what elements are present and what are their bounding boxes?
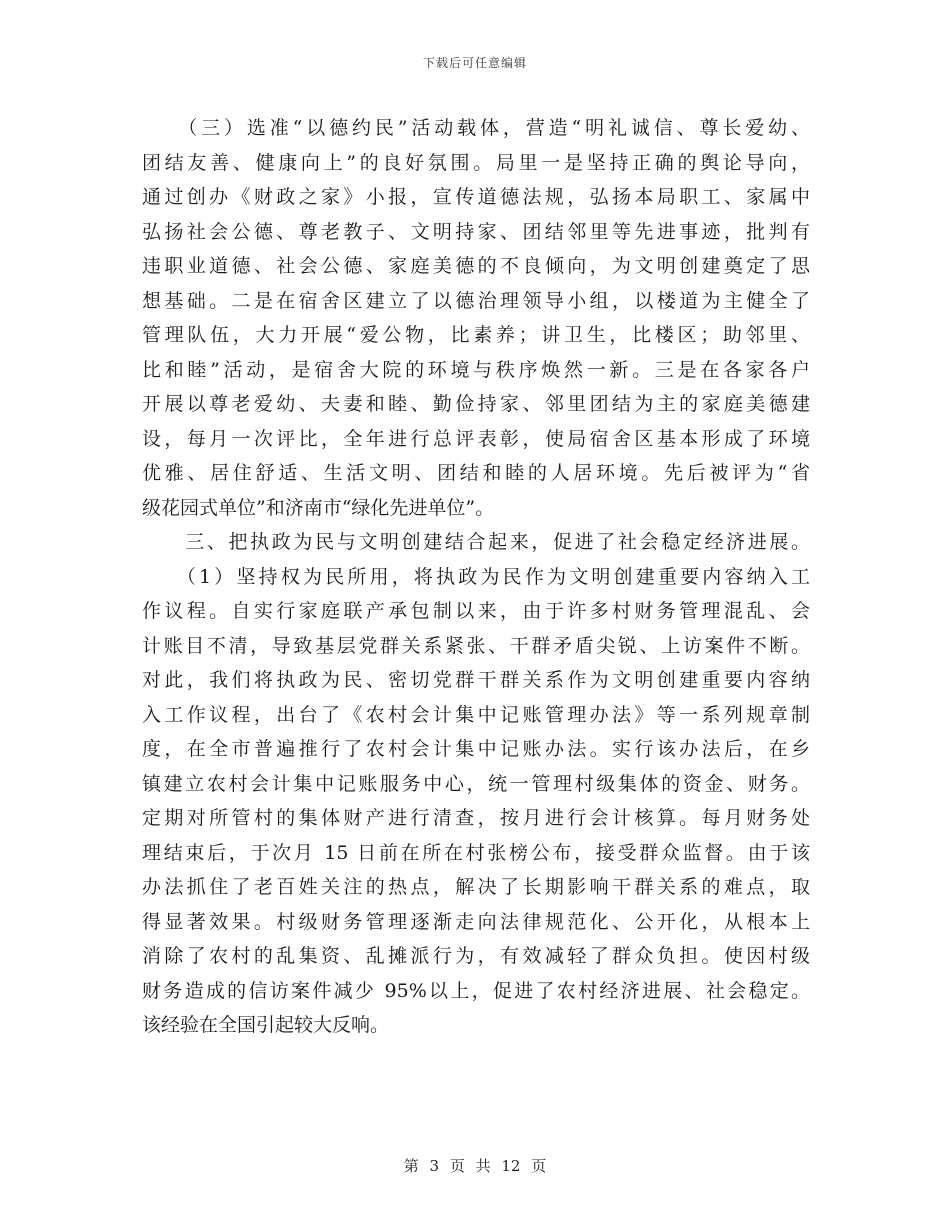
text-line: 团结友善、健康向上”的良好氛围。局里一是坚持正确的舆论导向， bbox=[142, 151, 810, 174]
text-line: 比和睦”活动，是宿舍大院的环境与秩序焕然一新。三是在各家各户 bbox=[142, 358, 810, 381]
text-line: 作议程。自实行家庭联产承包制以来，由于许多村财务管理混乱、会 bbox=[142, 600, 810, 622]
text-line: 计账目不清，导致基层党群关系紧张、干群矛盾尖锐、上访案件不断。 bbox=[142, 634, 810, 657]
text-line: 通过创办《财政之家》小报，宣传道德法规，弘扬本局职工、家属中 bbox=[142, 186, 810, 208]
text-line: 镇建立农村会计集中记账服务中心，统一管理村级集体的资金、财务。 bbox=[142, 772, 810, 795]
body-text bbox=[142, 111, 810, 1043]
text-line: 违职业道德、社会公德、家庭美德的不良倾向，为文明创建奠定了思 bbox=[142, 255, 810, 277]
text-line: 财务造成的信访案件减少 95%以上，促进了农村经济进展、社会稳定。 bbox=[142, 979, 810, 1002]
text-line: 该经验在全国引起较大反响。 bbox=[142, 1014, 390, 1036]
text-line: 办法抓住了老百姓关注的热点，解决了长期影响干群关系的难点，取 bbox=[142, 876, 810, 898]
text-line: 想基础。二是在宿舍区建立了以德治理领导小组，以楼道为主健全了 bbox=[142, 289, 810, 312]
text-line: 管理队伍，大力开展“爱公物，比素养；讲卫生，比楼区；助邻里、 bbox=[142, 324, 810, 346]
text-line: 得显著效果。村级财务管理逐渐走向法律规范化、公开化，从根本上 bbox=[142, 910, 810, 933]
text-line: 开展以尊老爱幼、夫妻和睦、勤俭持家、邻里团结为主的家庭美德建 bbox=[142, 393, 810, 415]
page-header: 下载后可任意编辑 bbox=[422, 56, 527, 70]
text-line: （1）坚持权为民所用，将执政为民作为文明创建重要内容纳入工 bbox=[142, 565, 810, 588]
text-line: 度，在全市普遍推行了农村会计集中记账办法。实行该办法后，在乡 bbox=[142, 738, 810, 760]
section-heading: 三、把执政为民与文明创建结合起来，促进了社会稳定经济进展。 bbox=[142, 531, 810, 553]
text-line: 理结束后，于次月 15 日前在所在村张榜公布，接受群众监督。由于该 bbox=[142, 841, 810, 864]
text-line: （三）选准“以德约民”活动载体，营造“明礼诚信、尊长爱幼、 bbox=[142, 117, 810, 139]
text-line: 级花园式单位”和济南市“绿化先进单位”。 bbox=[142, 496, 495, 519]
page-footer: 第 3 页 共 12 页 bbox=[403, 1157, 547, 1175]
text-line: 消除了农村的乱集资、乱摊派行为，有效减轻了群众负担。使因村级 bbox=[142, 945, 810, 967]
text-line: 入工作议程，出台了《农村会计集中记账管理办法》等一系列规章制 bbox=[142, 703, 810, 726]
text-line: 优雅、居住舒适、生活文明、团结和睦的人居环境。先后被评为“省 bbox=[142, 462, 810, 484]
text-line: 对此，我们将执政为民、密切党群干群关系作为文明创建重要内容纳 bbox=[142, 669, 810, 691]
text-line: 定期对所管村的集体财产进行清查，按月进行会计核算。每月财务处 bbox=[142, 807, 810, 829]
text-line: 弘扬社会公德、尊老教子、文明持家、团结邻里等先进事迹，批判有 bbox=[142, 220, 810, 243]
text-line: 设，每月一次评比，全年进行总评表彰，使局宿舍区基本形成了环境 bbox=[142, 427, 810, 450]
